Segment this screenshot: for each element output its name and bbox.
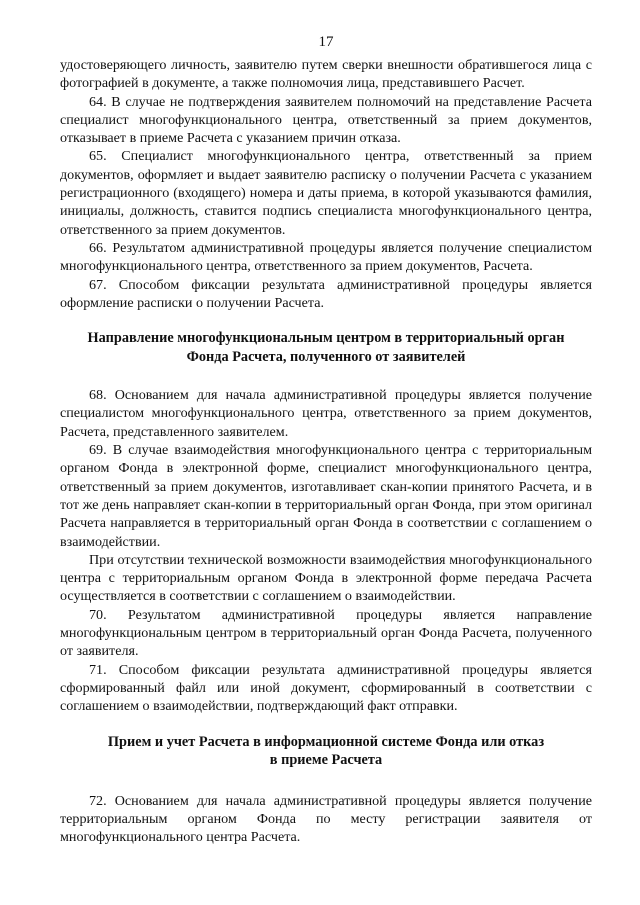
paragraph-67: 67. Способом фиксации результата административной процедуры является оформление расписки о получении Расчета.	[60, 276, 592, 311]
paragraph-68: 68. Основанием для начала административной процедуры является получение специалистом многофункционального центра, ответственного за прием документов, Расчета, представленного заявителем.	[60, 387, 592, 440]
section-heading-line: Направление многофункциональным центром в территориальный орган	[87, 330, 565, 347]
section-heading-mfc-transfer	[60, 329, 592, 366]
document-page	[60, 0, 592, 846]
paragraph-64: 64. В случае не подтверждения заявителем полномочий на представление Расчета специалист многофункционального центра, ответственный за прием документов, отказывает в приеме Расчета с указанием причин отказа.	[60, 93, 592, 147]
paragraph-63-continuation: удостоверяющего личность, заявителю путем сверки внешности обратившегося лица с фотографией в документе, а также полномочия лица, представившего Расчет.	[60, 57, 592, 92]
paragraph-69: 69. В случае взаимодействия многофункционального центра с территориальным органом Фонда в электронной форме, специалист многофункционального центра, ответственный за прием документов, изготавливает скан-копии принятого Расчета, и в тот же день направляет скан-копии в территориальный орган Фонда, при этом оригинал Расчета направляется в территориальный орган Фонда в соответствии с соглашением о взаимодействии.	[60, 442, 592, 550]
spacer	[60, 716, 592, 733]
paragraph-69-no-technical-possibility: При отсутствии технической возможности взаимодействия многофункционального центра с территориальным органом Фонда в электронной форме передача Расчета осуществляется в соответствии с соглашением о взаимодействии.	[60, 551, 592, 605]
paragraph-66: 66. Результатом административной процедуры является получение специалистом многофункционального центра, ответственного за прием документов, Расчета.	[60, 239, 592, 275]
paragraph-71: 71. Способом фиксации результата административной процедуры является сформированный файл или иной документ, сформированный в соответствии с соглашением о взаимодействии, подтверждающий факт отправки.	[60, 661, 592, 715]
spacer	[60, 312, 592, 329]
section-heading-line: Прием и учет Расчета в информационной системе Фонда или отказ	[107, 733, 545, 750]
paragraph-72: 72. Основанием для начала административной процедуры является получение территориальным органом Фонда по месту регистрации заявителя от многофункционального центра Расчета.	[60, 792, 592, 846]
section-heading-line: в приеме Расчета	[269, 752, 383, 768]
page-number: 17	[318, 34, 334, 50]
spacer	[60, 770, 592, 792]
paragraph-70: 70. Результатом административной процедуры является направление многофункциональным центром в территориальный орган Фонда Расчета, полученного от заявителя.	[60, 606, 592, 660]
section-heading-fund-registration	[60, 733, 592, 770]
paragraph-65: 65. Специалист многофункционального центра, ответственный за прием документов, оформляет и выдает заявителю расписку о получении Расчета с указанием регистрационного (входящего) номера и даты приема, в которой указываются фамилия, инициалы, должность, ставится подпись специалиста многофункционального центра, ответственного за прием документов.	[60, 148, 592, 238]
spacer	[60, 366, 592, 386]
section-heading-line: Фонда Расчета, полученного от заявителей	[186, 348, 466, 365]
